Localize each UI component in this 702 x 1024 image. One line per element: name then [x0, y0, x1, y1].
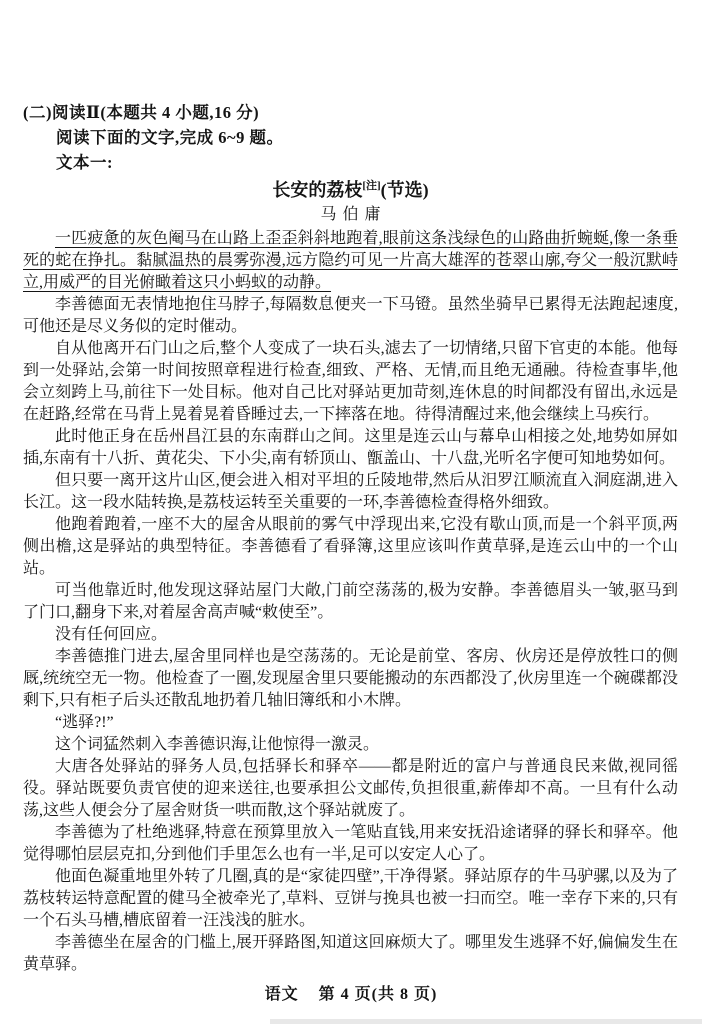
passage-paragraph: 自从他离开石门山之后,整个人变成了一块石头,滤去了一切情绪,只留下官吏的本能。他每到一处驿站,会第一时间按照章程进行检查,细致、严格、无情,而且绝无通融。待检查事毕,他会立刻跨上马,前往下一处目标。他对自己比对驿站更加苛刻,连休息的时间都没有留出,永远是在赶路,经常在马背上晃着晃着昏睡过去,一下摔落在地。待得清醒过来,他会继续上马疾行。	[23, 340, 678, 423]
passage-paragraph: 没有任何回应。	[55, 626, 168, 643]
passage-paragraph: 李善德面无表情地抱住马脖子,每隔数息便夹一下马镫。虽然坐骑早已累得无法跑起速度,可他还是尽义务似的定时催动。	[23, 296, 678, 335]
page-footer	[0, 981, 702, 1004]
passage-paragraph: 他面色凝重地里外转了几圈,真的是“家徒四壁”,干净得紧。驿站原存的牛马驴骡,以及为了荔枝转运特意配置的健马全被牵光了,草料、豆饼与挽具也被一扫而空。唯一幸存下来的,只有一个石头马槽,槽底留着一汪浅浅的脏水。	[23, 868, 678, 929]
footer-subject: 语文	[264, 986, 299, 1003]
passage-paragraph: “逃驿?!”	[55, 714, 114, 731]
passage-paragraph: 但只要一离开这片山区,便会进入相对平坦的丘陵地带,然后从汨罗江顺流直入洞庭湖,进入长江。这一段水陆转换,是荔枝运转至关重要的一环,李善德检查得格外细致。	[23, 472, 678, 511]
passage-paragraph: 一匹疲惫的灰色阉马在山路上歪歪斜斜地跑着,眼前这条浅绿色的山路曲折蜿蜒,像一条垂死的蛇在挣扎。黏腻温热的晨雾弥漫,远方隐约可见一片高大雄浑的苍翠山廓,夸父一般沉默峙立,用威严的目光俯瞰着这只小蚂蚁的动静。	[23, 230, 678, 291]
section-heading: (二)阅读Ⅱ(本题共 4 小题,16 分)	[23, 103, 260, 122]
passage-body	[23, 228, 678, 976]
passage-title	[23, 177, 678, 203]
passage-paragraph: 李善德坐在屋舍的门槛上,展开驿路图,知道这回麻烦大了。哪里发生逃驿不好,偏偏发生在黄草驿。	[23, 934, 678, 973]
passage-paragraph: 可当他靠近时,他发现这驿站屋门大敞,门前空荡荡的,极为安静。李善德眉头一皱,驱马到了门口,翻身下来,对着屋舍高声喊“敕使至”。	[23, 582, 678, 621]
passage-paragraph: 大唐各处驿站的驿务人员,包括驿长和驿卒——都是附近的富户与普通良民来做,视同徭役。驿站既要负责官使的迎来送往,也要承担公文邮传,负担很重,薪俸却不高。一旦有什么动荡,这些人便会分了屋舍财货一哄而散,这个驿站就废了。	[23, 758, 678, 819]
passage-paragraph: 李善德推门进去,屋舍里同样也是空荡荡的。无论是前堂、客房、伙房还是停放牲口的侧厩,统统空无一物。他检查了一圈,发现屋舍里只要能搬动的东西都没了,伙房里连一个碗碟都没剩下,只有柜子后头还散乱地扔着几轴旧簿纸和小木牌。	[23, 648, 678, 709]
passage-paragraph: 他跑着跑着,一座不大的屋舍从眼前的雾气中浮现出来,它没有歇山顶,而是一个斜平顶,两侧出檐,这是驿站的典型特征。李善德看了看驿簿,这里应该叫作黄草驿,是连云山中的一个山站。	[23, 516, 678, 577]
passage-title-note-marker: [注]	[362, 180, 381, 192]
passage-title-main: 长安的荔枝	[272, 180, 363, 200]
reading-instruction: 阅读下面的文字,完成 6~9 题。	[56, 128, 284, 147]
passage-paragraph: 此时他正身在岳州昌江县的东南群山之间。这里是连云山与幕阜山相接之处,地势如屏如插,东南有十八折、黄花尖、下小尖,南有轿顶山、甑盖山、十八盘,光听名字便可知地势如何。	[23, 428, 678, 467]
passage-title-suffix: (节选)	[380, 180, 429, 200]
text-one-label: 文本一:	[56, 153, 113, 172]
footer-page-info: 第 4 页(共 8 页)	[318, 986, 438, 1003]
scan-edge-artifact	[270, 1019, 702, 1024]
passage-paragraph: 李善德为了杜绝逃驿,特意在预算里放入一笔贴直钱,用来安抚沿途诸驿的驿长和驿卒。他觉得哪怕层层克扣,分到他们手里怎么也有一半,足可以安定人心了。	[23, 824, 678, 863]
passage-paragraph: 这个词猛然刺入李善德识海,让他惊得一激灵。	[55, 736, 380, 753]
passage-author: 马伯庸	[320, 206, 387, 223]
